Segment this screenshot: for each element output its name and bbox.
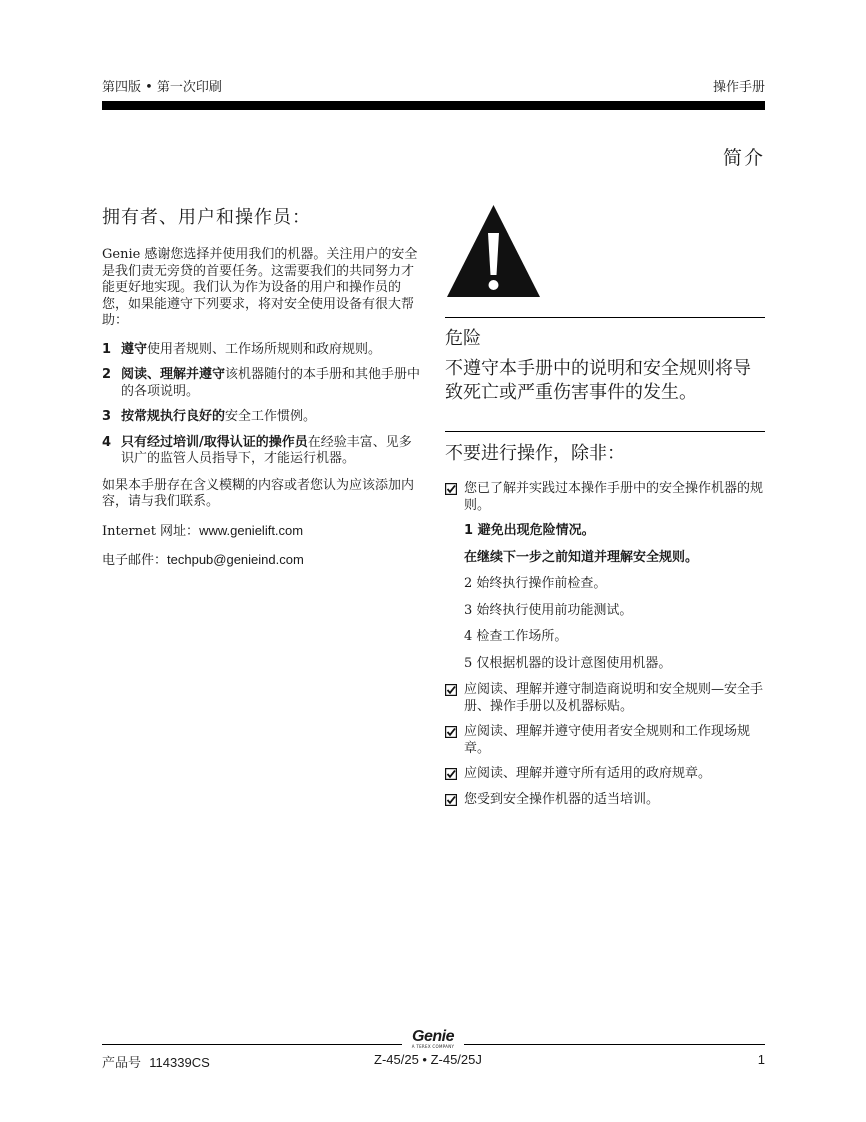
intro-item bbox=[102, 367, 422, 400]
item-text: 使用者规则、工作场所规则和政府规则。 bbox=[147, 341, 382, 357]
item-bold: 阅读、理解并遵守 bbox=[121, 367, 226, 382]
intro-item bbox=[102, 409, 422, 426]
check-item bbox=[445, 724, 765, 757]
check-text: 应阅读、理解并遵守制造商说明和安全规则—安全手册、操作手册以及机器标贴。 bbox=[464, 682, 764, 714]
checked-box-icon bbox=[445, 768, 457, 780]
danger-text: 不遵守本手册中的说明和安全规则将导致死亡或严重伤害事件的发生。 bbox=[445, 358, 751, 403]
internet-link[interactable]: www.genielift.com bbox=[199, 522, 304, 538]
item-bold: 只有经过培训/取得认证的操作员 bbox=[121, 434, 308, 450]
check-text: 应阅读、理解并遵守所有适用的政府规章。 bbox=[464, 766, 712, 781]
sub-item: 2 始终执行操作前检查。 bbox=[464, 576, 607, 591]
intro-column bbox=[102, 203, 422, 582]
intro-item bbox=[102, 342, 422, 359]
item-number: 4 bbox=[102, 434, 112, 450]
product-value: 114339CS bbox=[149, 1055, 210, 1070]
intro-item bbox=[102, 435, 422, 468]
check-item bbox=[445, 682, 765, 715]
item-bold: 按常规执行良好的 bbox=[121, 409, 226, 424]
product-number bbox=[102, 1052, 210, 1071]
checked-box-icon bbox=[445, 684, 457, 696]
page-number: 1 bbox=[757, 1052, 765, 1067]
email-line bbox=[102, 552, 422, 570]
operate-rule bbox=[445, 431, 765, 432]
checked-box-icon bbox=[445, 483, 457, 495]
item-text: 该机器随付的本手册和其他手册中的各项说明。 bbox=[121, 367, 421, 399]
section-title: 简介 bbox=[722, 147, 765, 169]
check-text: 您受到安全操作机器的适当培训。 bbox=[464, 791, 660, 807]
operate-heading: 不要进行操作，除非： bbox=[445, 443, 625, 464]
warning-triangle-icon bbox=[445, 203, 542, 299]
header-rule bbox=[102, 101, 765, 110]
item-bold: 遵守 bbox=[121, 341, 148, 357]
sub-item-bold: 1 避免出现危险情况。 bbox=[464, 523, 595, 538]
contact-note: 如果本手册存在含义模糊的内容或者您认为应该添加内容，请与我们联系。 bbox=[102, 477, 415, 509]
item-text: 在经验丰富、见多识广的监管人员指导下，才能运行机器。 bbox=[121, 434, 412, 466]
internet-line bbox=[102, 523, 422, 541]
model-number: Z-45/25 • Z-45/25J bbox=[374, 1052, 482, 1067]
operate-column bbox=[445, 439, 765, 817]
check-item bbox=[445, 792, 765, 809]
item-number: 2 bbox=[102, 367, 112, 382]
logo-subtext: A TEREX COMPANY bbox=[411, 1044, 455, 1049]
item-number: 1 bbox=[102, 341, 112, 357]
sub-item-bold: 在继续下一步之前知道并理解安全规则。 bbox=[464, 549, 699, 565]
email-link[interactable]: techpub@genieind.com bbox=[167, 552, 304, 567]
sub-item: 3 始终执行使用前功能测试。 bbox=[464, 602, 633, 618]
internet-label: Internet 网址： bbox=[102, 523, 200, 539]
manual-header: 操作手册 bbox=[712, 80, 765, 95]
checked-box-icon bbox=[445, 726, 457, 738]
checked-box-icon bbox=[445, 794, 457, 806]
intro-paragraph: Genie 感谢您选择并使用我们的机器。关注用户的安全是我们责无旁贷的首要任务。这需要我们的共同努力才能更好地实现。我们认为作为设备的用户和操作员的您，如果能遵守下列要求，将对安全使用设备有很大帮助： bbox=[102, 247, 418, 328]
sub-item: 4 检查工作场所。 bbox=[464, 629, 568, 644]
edition-header: 第四版 • 第一次印刷 bbox=[102, 80, 222, 95]
item-text: 安全工作惯例。 bbox=[225, 409, 317, 424]
logo-text: Genie bbox=[412, 1028, 454, 1045]
danger-title: 危险 bbox=[445, 328, 481, 349]
check-text: 您已了解并实践过本操作手册中的安全操作机器的规则。 bbox=[464, 481, 764, 513]
genie-logo bbox=[402, 1029, 464, 1051]
product-label: 产品号 bbox=[102, 1056, 142, 1071]
check-text: 应阅读、理解并遵守使用者安全规则和工作现场规章。 bbox=[464, 724, 751, 756]
danger-rule bbox=[445, 317, 765, 318]
sub-item: 5 仅根据机器的设计意图使用机器。 bbox=[464, 655, 672, 671]
check-item bbox=[445, 766, 765, 783]
intro-heading: 拥有者、用户和操作员： bbox=[102, 207, 311, 228]
item-number: 3 bbox=[102, 409, 112, 424]
email-label: 电子邮件： bbox=[102, 553, 168, 568]
check-item bbox=[445, 481, 765, 514]
